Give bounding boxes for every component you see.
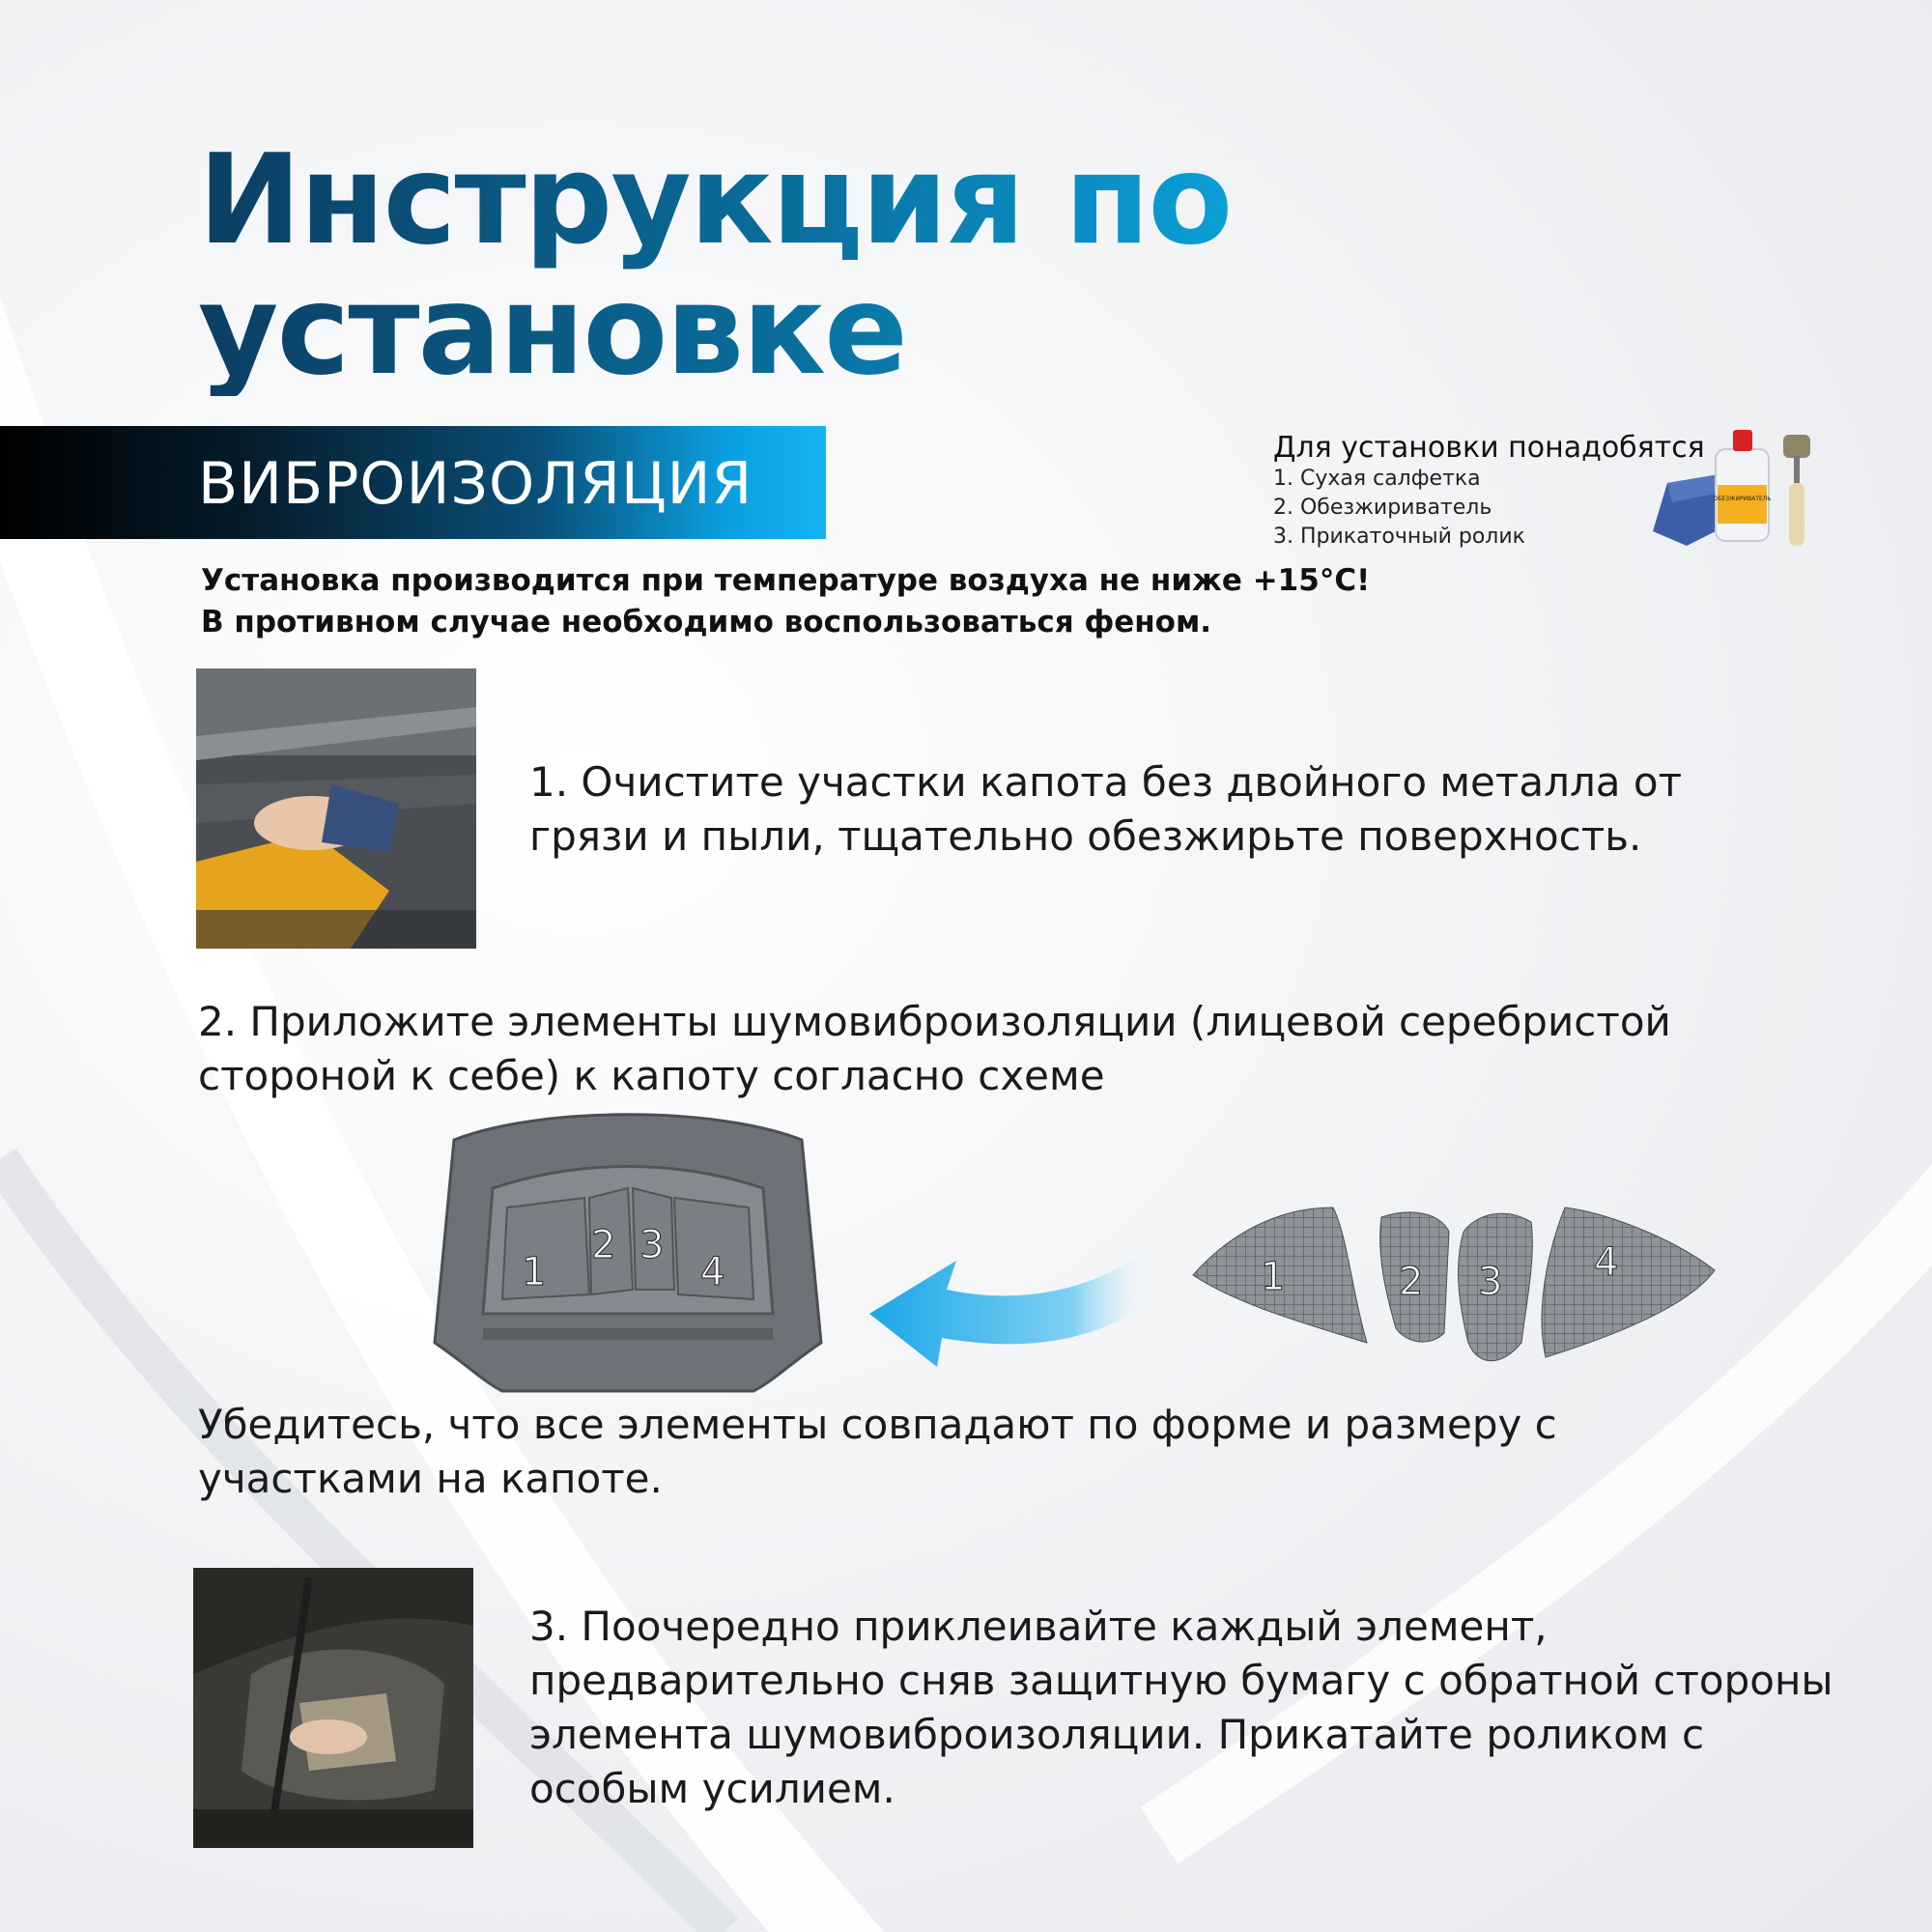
- hood-label-3: 3: [639, 1223, 665, 1267]
- photo-cleaning-hood: [196, 668, 476, 949]
- hood-diagram: [425, 1101, 831, 1410]
- temperature-warning: [201, 560, 1457, 643]
- tools-item-roller: 3. Прикаточный ролик: [1273, 525, 1525, 549]
- tools-image: [1648, 425, 1822, 551]
- tools-item-wipe: 1. Сухая салфетка: [1273, 467, 1481, 491]
- check-fit-text: Убедитесь, что все элементы совпадают по форме и размеру с участками на капоте.: [198, 1401, 1557, 1502]
- hood-label-2: 2: [591, 1223, 616, 1267]
- piece-label-3: 3: [1478, 1260, 1503, 1304]
- title-line-2: установке: [198, 259, 906, 403]
- insulation-pieces: [1188, 1198, 1719, 1372]
- bottle-label: ОБЕЗЖИРИВАТЕЛЬ: [1713, 496, 1772, 502]
- arrow-left-icon: [860, 1236, 1169, 1372]
- step-2-text: 2. Приложите элементы шумовиброизоляции (лицевой серебристой стороной к себе) к капоту согласно схеме: [198, 998, 1671, 1099]
- hood-label-1: 1: [522, 1250, 547, 1294]
- warning-line-2: В противном случае необходимо воспользоваться феном.: [201, 605, 1212, 639]
- page-title: [198, 128, 1232, 403]
- tools-item-degreaser: 2. Обезжириватель: [1273, 496, 1492, 520]
- tools-title: Для установки понадобятся: [1273, 431, 1705, 465]
- step-1-text: 1. Очистите участки капота без двойного металла от грязи и пыли, тщательно обезжирьте поверхность.: [529, 758, 1683, 860]
- section-banner-label: ВИБРОИЗОЛЯЦИЯ: [198, 450, 753, 518]
- piece-label-2: 2: [1399, 1260, 1424, 1304]
- title-line-1: Инструкция по: [198, 128, 1232, 272]
- hood-label-4: 4: [700, 1250, 725, 1294]
- step-3-text: 3. Поочередно приклеивайте каждый элемент, предварительно сняв защитную бумагу с обратной стороны элемента шумовиброизоляции. Прикатайте роликом с особым усилием.: [529, 1603, 1833, 1812]
- photo-applying-element: [193, 1568, 473, 1848]
- warning-line-1: Установка производится при температуре воздуха не ниже +15°C!: [201, 563, 1371, 598]
- piece-label-1: 1: [1261, 1255, 1286, 1299]
- piece-label-4: 4: [1594, 1240, 1619, 1285]
